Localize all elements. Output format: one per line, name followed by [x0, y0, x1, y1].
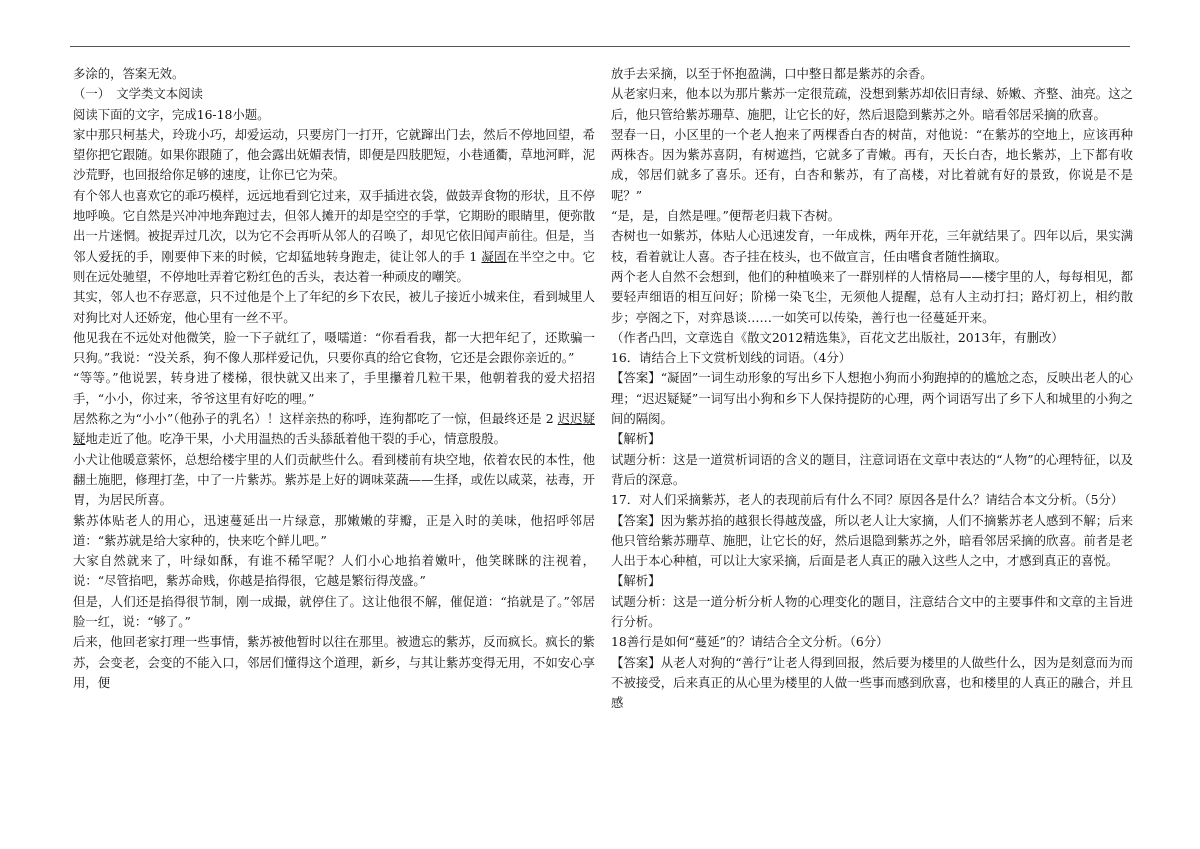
analysis-label: 【解析】: [611, 431, 661, 447]
paragraph: 大家自然就来了，叶绿如酥，有谁不稀罕呢？人们小心地掐着嫩叶，他笑眯眯的注视着，说：“尽管掐吧，紫苏命贱，你越是掐得很，它越是繁衍得茂盛。”: [73, 553, 595, 589]
analysis-label: 【解析】: [611, 573, 661, 589]
paragraph: [73, 186, 595, 287]
paragraph: “是，是，自然是哩。”便帮老归栽下杏树。: [611, 208, 841, 224]
section-heading: （一） 文学类文本阅读: [73, 86, 203, 102]
answer-16: 【答案】“凝固”一词生动形象的写出乡下人想抱小狗而小狗跑掉的的尴尬之态，反映出老人的心理；“迟迟疑疑”一词写出小狗和乡下人保持提防的心理，两个词语写出了乡下人和城里的小狗之间的隔阂。: [611, 370, 1133, 427]
text-run: 有个邻人也喜欢它的乖巧模样，远远地看到它过来，双手插进衣袋，做鼓弄食物的形状，且不停地呼唤。它自然是兴冲冲地奔跑过去，但邻人摊开的却是空空的手掌，它期盼的眼睛里，便弥散出一片迷惘。被捉弄过几次，以为它不会再听从邻人的召唤了，却见它依旧闻声前往。但是，当邻人爱抚的手，刚要伸下来的时候，它却猛地转身跑走，徒让邻人的手 1: [73, 187, 595, 264]
left-column: [73, 64, 595, 693]
paragraph: 小犬让他暖意萦怀，总想给楼宇里的人们贡献些什么。看到楼前有块空地，依着农民的本性，他翻土施肥，修理打垄，中了一片紫苏。紫苏是上好的调味菜蔬——生择，或佐以咸菜，祛毒，开胃，为居民所喜。: [73, 451, 595, 508]
question-17: 17．对人们采摘紫苏，老人的表现前后有什么不同？原因各是什么？请结合本文分析。（5分）: [611, 492, 1124, 508]
paragraph: [73, 409, 595, 450]
underlined-word: 凝固: [481, 248, 507, 264]
underlined-word: 迟迟疑疑: [73, 411, 595, 447]
paragraph: 他见我在不远处对他微笑，脸一下子就红了，嗫嚅道：“你看看我，都一大把年纪了，还欺骗一只狗。”我说：“没关系，狗不像人那样爱记仇，只要你真的给它食物，它还是会跟你亲近的。”: [73, 329, 595, 366]
paragraph: 家中那只柯基犬，玲珑小巧，却爱运动，只要房门一打开，它就蹿出门去，然后不停地回望，希望你把它跟随。如果你跟随了，他会露出妩媚表情，即便是四肢肥短，小巷通衢，草地河畔，泥沙荒野，也回报给你足够的速度，让你已它为荣。: [73, 126, 595, 183]
paragraph: 其实，邻人也不存恶意，只不过他是个上了年纪的乡下农民，被儿子接近小城来住，看到城里人对狗比对人还娇宠，他心里有一丝不平。: [73, 289, 595, 325]
paragraph: 但是，人们还是掐得很节制，刚一成撮，就停住了。这让他很不解，催促道：“掐就是了。”邻居脸一红，说：“够了。”: [73, 593, 595, 630]
analysis-17: 试题分析：这是一道分析分析人物的心理变化的题目，注意结合文中的主要事件和文章的主旨进行分析。: [611, 593, 1133, 630]
instruction: 阅读下面的文字，完成16-18小题。: [73, 106, 270, 122]
text-run: 在半空之中。它则在远处驰望，不停地吐弄着它粉红色的舌头，表达着一种顽皮的嘲笑。: [73, 248, 595, 284]
paragraph: 放手去采摘，以至于怀抱盈满，口中整日都是紫苏的余香。: [611, 66, 933, 81]
paragraph: 紫苏体贴老人的用心，迅速蔓延出一片绿意，那嫩嫩的芽瓣，正是入时的美味，他招呼邻居道：“紫苏就是给大家种的，快来吃个鲜儿吧。”: [73, 512, 595, 548]
paragraph: 后来，他回老家打理一些事情，紫苏被他暂时以往在那里。被遗忘的紫苏，反而疯长。疯长的紫苏，会变老，会变的不能入口，邻居们懂得这个道理，新乡，与其让紫苏变得无用，不如安心享用，便: [73, 634, 595, 690]
text-run: 地走近了他。吃净干果，小犬用温热的舌头舔舐着他干裂的手心，情意殷殷。: [85, 431, 506, 447]
text-run: 居然称之为“小小”（他孙子的乳名）！这样亲热的称呼，连狗都吃了一惊，但最终还是 2: [73, 411, 558, 427]
answer-17: 【答案】因为紫苏掐的越狠长得越茂盛，所以老人让大家摘，人们不摘紫苏老人感到不解；后来他只管给紫苏珊草、施肥，让它长的好，然后退隐到紫苏之外，暗看邻居采摘的欣喜。前者是老人出于本心种植，可以让大家采摘，后面是老人真正的融入这些人之中，才感到真正的喜悦。: [611, 512, 1133, 569]
analysis-16: 试题分析：这是一道赏析词语的含义的题目，注意词语在文章中表达的“人物”的心理特征，以及背后的深意。: [611, 451, 1133, 487]
question-16: 16．请结合上下文赏析划线的词语。（4分）: [611, 350, 852, 366]
paragraph: 两个老人自然不会想到，他们的种植唤来了一群别样的人情格局——楼宇里的人，每每相见，都要轻声细语的相互问好；阶梯一染飞尘，无须他人提醒，总有人主动打扫；路灯初上，相约散步；亭阁之下，对弈恳谈……一如笑可以传染，善行也一径蔓延开来。: [611, 268, 1133, 325]
header-rule: [70, 46, 1130, 47]
question-18: 18善行是如何“蔓延”的？请结合全文分析。（6分）: [611, 634, 889, 650]
paragraph: 翌春一日，小区里的一个老人抱来了两棵香白杏的树苗，对他说：“在紫苏的空地上，应该再种两株杏。因为紫苏喜阴，有树遮挡，它就多了青嫩。再有，天长白杏，地长紫苏，上下都有收成，邻居们就多了喜乐。还有，白杏和紫苏，有了高楼，对比着就有好的景致，你说是不是呢？”: [611, 126, 1133, 203]
answer-18: 【答案】从老人对狗的“善行”让老人得到回报，然后要为楼里的人做些什么，因为是刻意而为而不被接受，后来真正的从心里为楼里的人做一些事而感到欣喜，也和楼里的人真正的融合，并且感: [611, 654, 1133, 711]
paragraph: 从老家归来，他本以为那片紫苏一定很荒疏，没想到紫苏却依旧青绿、娇嫩、齐整、油亮。这之后，他只管给紫苏珊草、施肥，让它长的好，然后退隐到紫苏之外。暗看邻居采摘的欣喜。: [611, 86, 1133, 122]
paragraph: “等等。”他说罢，转身进了楼梯，很快就又出来了，手里攥着几粒干果，他朝着我的爱犬招招手，“小小，你过来，爷爷这里有好吃的哩。”: [73, 370, 595, 406]
source-note: （作者凸凹，文章选自《散文2012精选集》，百花文艺出版社，2013年，有删改）: [611, 329, 1064, 345]
paragraph: 多涂的，答案无效。: [73, 66, 185, 81]
paragraph: 杏树也一如紫苏，体贴人心迅速发育，一年成株，两年开花，三年就结果了。四年以后，果实满枝，看着就让人喜。杏子挂在枝头，也不做宣言，任由嗜食者随性摘取。: [611, 228, 1133, 264]
right-column: [611, 64, 1133, 714]
